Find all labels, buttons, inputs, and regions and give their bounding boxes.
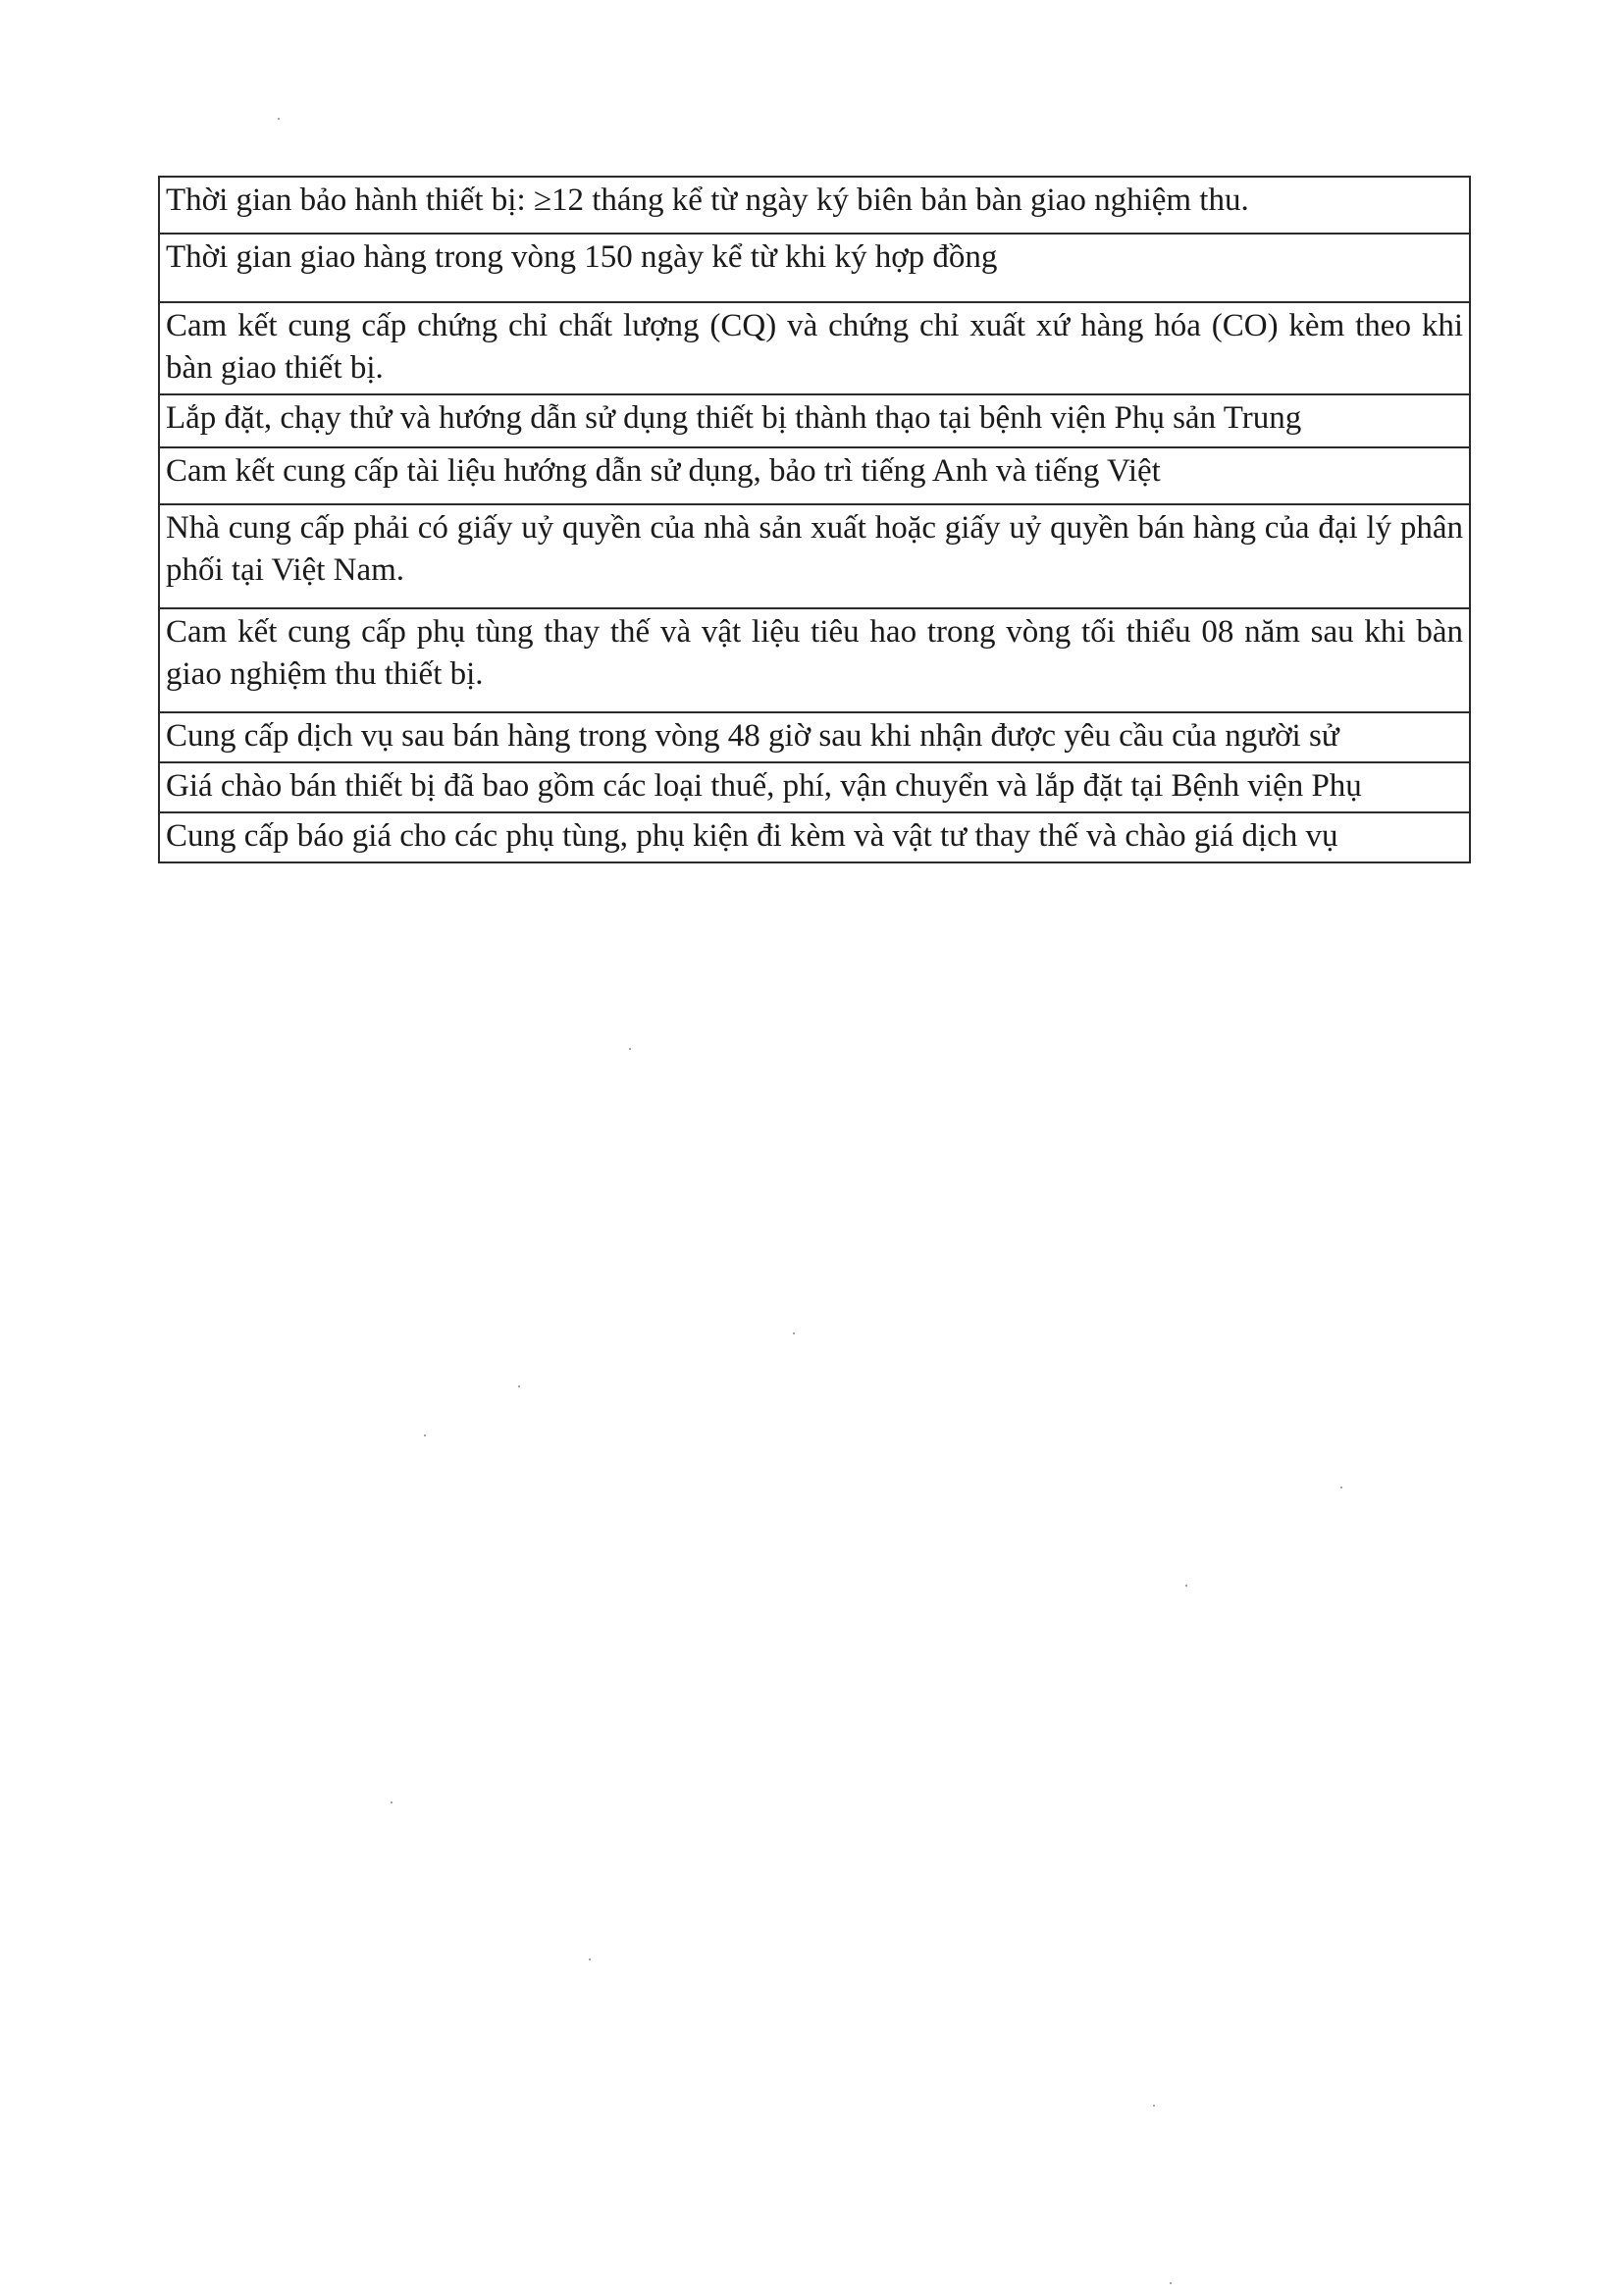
table-row <box>159 394 1470 447</box>
table-row <box>159 447 1470 504</box>
table-row <box>159 234 1470 302</box>
table-row <box>159 712 1470 762</box>
scan-speck <box>1340 1487 1342 1488</box>
requirement-cell: Cam kết cung cấp phụ tùng thay thế và vật liệu tiêu hao trong vòng tối thiểu 08 năm sau khi bàn giao nghiệm thu thiết bị. <box>159 608 1470 712</box>
requirement-cell: Cung cấp dịch vụ sau bán hàng trong vòng 48 giờ sau khi nhận được yêu cầu của người sử <box>159 712 1470 762</box>
requirement-cell: Lắp đặt, chạy thử và hướng dẫn sử dụng thiết bị thành thạo tại bệnh viện Phụ sản Trung <box>159 394 1470 447</box>
scan-speck <box>1170 2282 1172 2284</box>
requirement-cell: Giá chào bán thiết bị đã bao gồm các loại thuế, phí, vận chuyển và lắp đặt tại Bệnh viện Phụ <box>159 762 1470 812</box>
table-row <box>159 504 1470 608</box>
requirement-cell: Cam kết cung cấp tài liệu hướng dẫn sử dụng, bảo trì tiếng Anh và tiếng Việt <box>159 447 1470 504</box>
requirement-cell: Thời gian giao hàng trong vòng 150 ngày kể từ khi ký hợp đồng <box>159 234 1470 302</box>
requirement-cell: Thời gian bảo hành thiết bị: ≥12 tháng kể từ ngày ký biên bản bàn giao nghiệm thu. <box>159 177 1470 234</box>
requirement-cell: Cung cấp báo giá cho các phụ tùng, phụ kiện đi kèm và vật tư thay thế và chào giá dịch vụ <box>159 812 1470 862</box>
scan-speck <box>424 1435 426 1436</box>
scan-speck <box>518 1385 520 1387</box>
requirement-cell: Nhà cung cấp phải có giấy uỷ quyền của nhà sản xuất hoặc giấy uỷ quyền bán hàng của đại lý phân phối tại Việt Nam. <box>159 504 1470 608</box>
scan-speck <box>629 1048 631 1050</box>
scan-speck <box>278 118 280 120</box>
scan-speck <box>793 1332 795 1334</box>
table-row <box>159 177 1470 234</box>
scan-speck <box>589 1958 591 1960</box>
requirement-cell: Cam kết cung cấp chứng chỉ chất lượng (CQ) và chứng chỉ xuất xứ hàng hóa (CO) kèm theo khi bàn giao thiết bị. <box>159 302 1470 394</box>
scan-speck <box>1153 2105 1155 2107</box>
table-row <box>159 762 1470 812</box>
table-row <box>159 608 1470 712</box>
table-row <box>159 302 1470 394</box>
scan-speck <box>391 1801 393 1803</box>
table-row <box>159 812 1470 862</box>
requirements-table <box>158 176 1471 863</box>
scan-speck <box>1185 1585 1187 1587</box>
